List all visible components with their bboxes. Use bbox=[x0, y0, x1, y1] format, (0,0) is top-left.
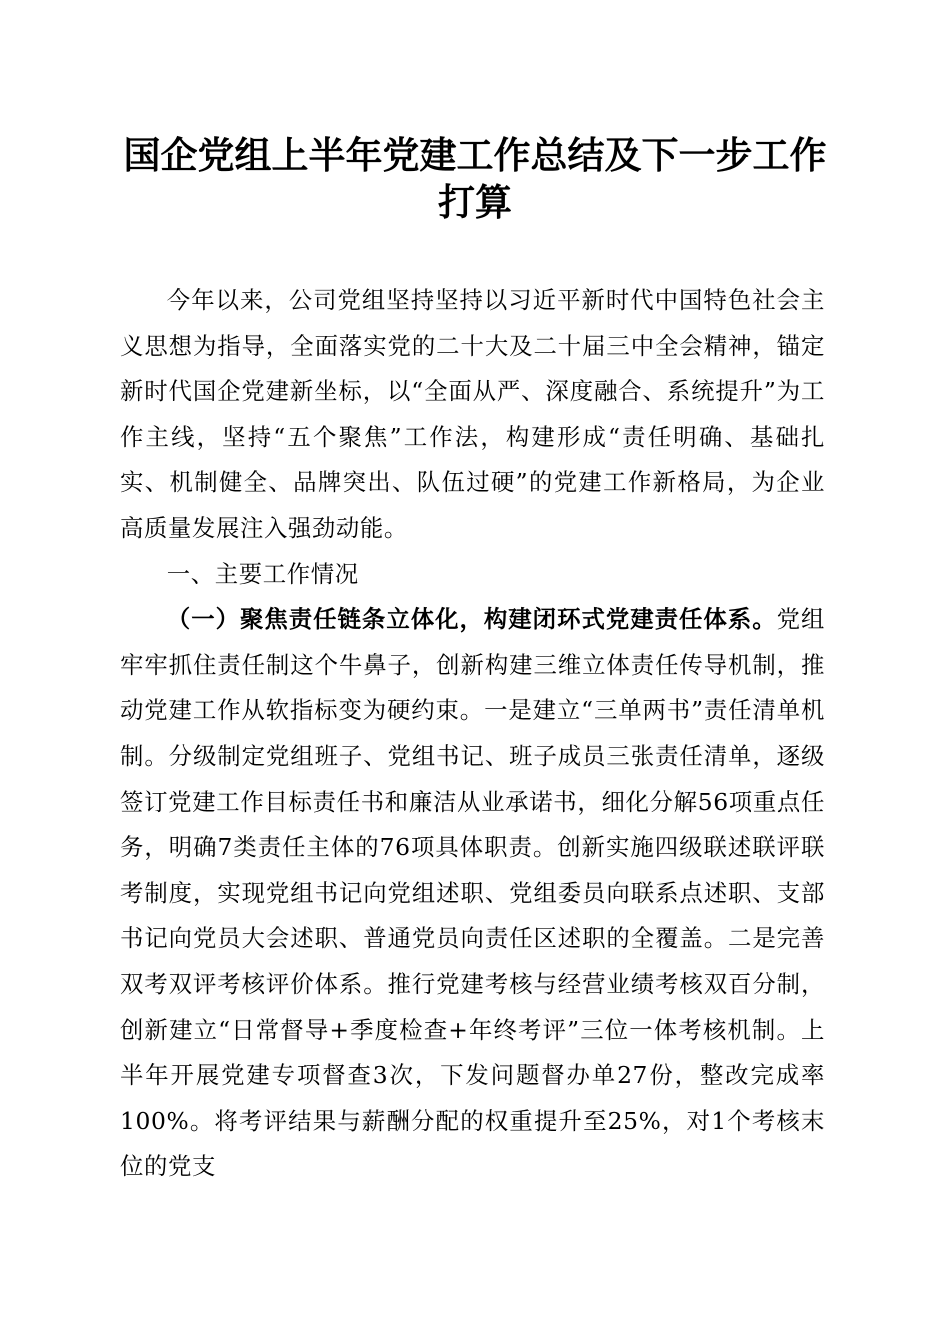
subsection-heading: （一）聚焦责任链条立体化，构建闭环式党建责任体系。 bbox=[166, 605, 777, 634]
section-heading: 一、主要工作情况 bbox=[166, 559, 359, 588]
document-title: 国企党组上半年党建工作总结及下一步工作打算 bbox=[123, 134, 827, 224]
subsection-body: 党组牢牢抓住责任制这个牛鼻子，创新构建三维立体责任传导机制，推动党建工作从软指标变为硬约束。一是建立“三单两书”责任清单机制。分级制定党组班子、党组书记、班子成员三张责任清单，逐级签订党建工作目标责任书和廉洁从业承诺书，细化分解56项重点任务，明确7类责任主体的76项具体职责。创新实施四级联述联评联考制度，实现党组书记向党组述职、党组委员向联系点述职、支部书记向党员大会述职、普通党员向责任区述职的全覆盖。二是完善双考双评考核评价体系。推行党建考核与经营业绩考核双百分制，创新建立“日常督导+季度检查+年终考评”三位一体考核机制。上半年开展党建专项督查3次，下发问题督办单27份，整改完成率100%。将考评结果与薪酬分配的权重提升至25%，对1个考核末位的党支 bbox=[120, 605, 826, 1181]
subsection-paragraph bbox=[120, 597, 825, 1190]
document-body bbox=[120, 278, 825, 1190]
intro-paragraph: 今年以来，公司党组坚持坚持以习近平新时代中国特色社会主义思想为指导，全面落实党的二十大及二十届三中全会精神，锚定新时代国企党建新坐标，以“全面从严、深度融合、系统提升”为工作主线，坚持“五个聚焦”工作法，构建形成“责任明确、基础扎实、机制健全、品牌突出、队伍过硬”的党建工作新格局，为企业高质量发展注入强劲动能。 bbox=[120, 286, 825, 542]
